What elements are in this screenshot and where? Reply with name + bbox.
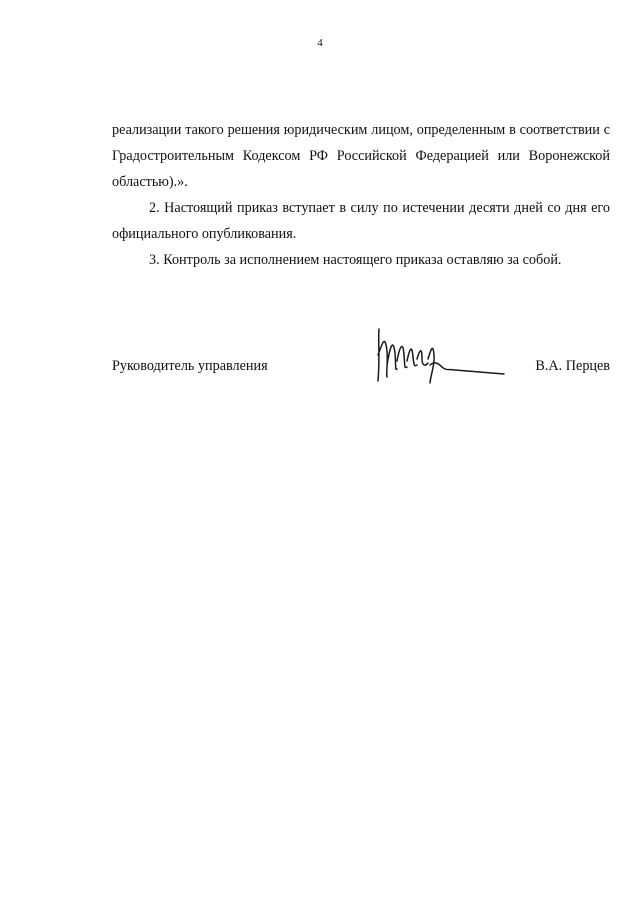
signature-block [112,325,610,387]
document-body [112,117,610,273]
signature-icon [370,325,506,387]
paragraph-item-2: 2. Настоящий приказ вступает в силу по истечении десяти дней со дня его официального опубликования. [112,200,610,242]
paragraph-item-3: 3. Контроль за исполнением настоящего приказа оставляю за собой. [149,252,562,268]
signer-name: В.А. Перцев [535,358,610,374]
paragraph-continuation: реализации такого решения юридическим лицом, определенным в соответствии с Градостроительным Кодексом РФ Российской Федерацией или Воронежской областью).». [112,122,610,190]
page-number: 4 [317,37,323,49]
signer-title: Руководитель управления [112,358,268,374]
